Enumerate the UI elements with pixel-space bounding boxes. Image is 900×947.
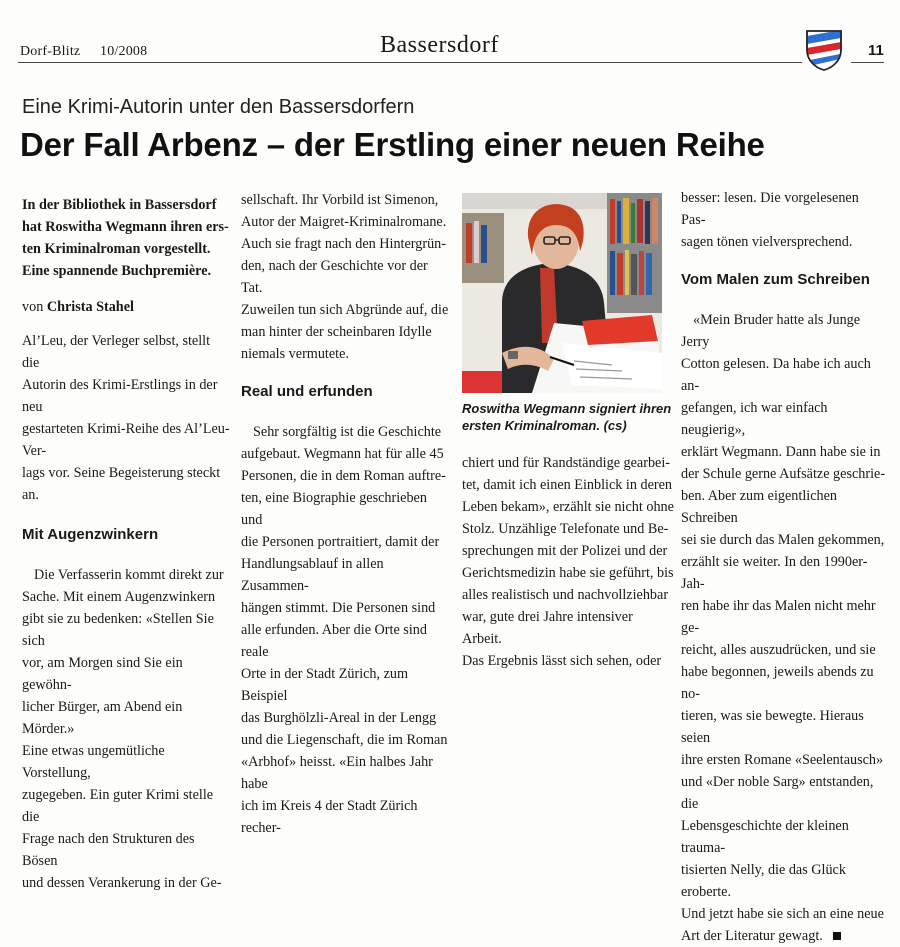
section-title: Bassersdorf bbox=[380, 32, 499, 58]
body-paragraph bbox=[22, 564, 230, 894]
text-line: ten, eine Biographie geschrieben und bbox=[241, 490, 427, 528]
text-line: tet, damit ich einen Einblick in deren bbox=[462, 477, 672, 493]
text-line: gestarteten Krimi-Reihe des Al’Leu-Ver- bbox=[22, 421, 230, 459]
text-line: Handlungsablauf in allen Zusammen- bbox=[241, 556, 384, 594]
text-line: alles realistisch und nachvollziehbar bbox=[462, 587, 669, 603]
text-line: besser: lesen. Die vorgelesenen Pas- bbox=[681, 190, 859, 228]
article-headline: Der Fall Arbenz – der Erstling einer neuen Reihe bbox=[20, 126, 765, 163]
text-line: ihre ersten Romane «Seelentausch» bbox=[681, 752, 884, 768]
caption-line: ersten Kriminalroman. (cs) bbox=[462, 418, 627, 433]
text-line: war, gute drei Jahre intensiver Arbeit. bbox=[462, 609, 633, 647]
body-paragraph bbox=[241, 421, 451, 839]
body-paragraph bbox=[681, 187, 886, 253]
text-line: Gerichtsmedizin habe sie geführt, bis bbox=[462, 565, 674, 581]
text-line: Auch sie fragt nach den Hintergrün- bbox=[241, 236, 446, 252]
text-line: tisierten Nelly, die das Glück eroberte. bbox=[681, 862, 846, 900]
text-line: alle erfunden. Aber die Orte sind reale bbox=[241, 622, 427, 660]
text-line: ich im Kreis 4 der Stadt Zürich recher- bbox=[241, 798, 418, 836]
text-line: aufgebaut. Wegmann hat für alle 45 bbox=[241, 446, 444, 462]
text-line: Die Verfasserin kommt direkt zur bbox=[34, 567, 224, 583]
text-line: licher Bürger, am Abend ein Mörder.» bbox=[22, 699, 183, 737]
end-of-article-mark bbox=[833, 932, 841, 940]
text-line: «Arbhof» heisst. «Ein halbes Jahr habe bbox=[241, 754, 433, 792]
body-paragraph bbox=[241, 189, 451, 365]
text-line: «Mein Bruder hatte als Junge Jerry bbox=[681, 312, 861, 350]
text-line: chiert und für Randständige gearbei- bbox=[462, 455, 671, 471]
text-line: und «Der noble Sarg» entstanden, die bbox=[681, 774, 874, 812]
lead-line: hat Roswitha Wegmann ihren ers- bbox=[22, 219, 229, 235]
lead-line: Eine spannende Buchpremière. bbox=[22, 263, 212, 279]
text-line: Stolz. Unzählige Telefonate und Be- bbox=[462, 521, 669, 537]
text-line: zugegeben. Ein guter Krimi stelle die bbox=[22, 787, 214, 825]
article-photo bbox=[462, 193, 662, 393]
text-line: das Burghölzli-Areal in der Lengg bbox=[241, 710, 437, 726]
text-line: Cotton gelesen. Da habe ich auch an- bbox=[681, 356, 871, 394]
text-line: Leben bekam», erzählt sie nicht ohne bbox=[462, 499, 674, 515]
text-line: hängen stimmt. Die Personen sind bbox=[241, 600, 436, 616]
subhead-real-und-erfunden: Real und erfunden bbox=[241, 383, 373, 400]
text-line: lags vor. Seine Begeisterung steckt an. bbox=[22, 465, 221, 503]
column-1 bbox=[22, 194, 230, 894]
header-rule bbox=[18, 62, 802, 63]
text-line: erklärt Wegmann. Dann habe sie in bbox=[681, 444, 881, 460]
text-line: Autor der Maigret-Kriminalromane. bbox=[241, 214, 447, 230]
lead-line: In der Bibliothek in Bassersdorf bbox=[22, 197, 217, 213]
text-line: niemals vermutete. bbox=[241, 346, 349, 362]
text-line: sei sie durch das Malen gekommen, bbox=[681, 532, 885, 548]
text-line: reicht, alles auszudrücken, und sie bbox=[681, 642, 876, 658]
text-line: Lebensgeschichte der kleinen trauma- bbox=[681, 818, 849, 856]
text-line: tieren, was sie bewegte. Hieraus seien bbox=[681, 708, 864, 746]
intro-paragraph bbox=[22, 330, 230, 506]
text-line: Zuweilen tun sich Abgründe auf, die bbox=[241, 302, 449, 318]
text-line: und die Liegenschaft, die im Roman bbox=[241, 732, 448, 748]
text-line: Personen, die in dem Roman auftre- bbox=[241, 468, 446, 484]
page-number: 11 bbox=[868, 42, 884, 59]
body-paragraph bbox=[681, 309, 886, 947]
text-line: Eine etwas ungemütliche Vorstellung, bbox=[22, 743, 165, 781]
column-4 bbox=[681, 187, 886, 947]
caption-line: Roswitha Wegmann signiert ihren bbox=[462, 401, 672, 416]
text-line: Orte in der Stadt Zürich, zum Beispiel bbox=[241, 666, 409, 704]
header-rule-right bbox=[851, 62, 884, 63]
text-line: erzählt sie weiter. In den 1990er-Jah- bbox=[681, 554, 868, 592]
text-line: Al’Leu, der Verleger selbst, stellt die bbox=[22, 333, 211, 371]
byline bbox=[22, 296, 230, 318]
page-header bbox=[18, 32, 884, 66]
text-line: der Schule gerne Aufsätze geschrie- bbox=[681, 466, 886, 482]
byline-author: Christa Stahel bbox=[46, 299, 134, 315]
text-line: gibt sie zu bedenken: «Stellen Sie sich bbox=[22, 611, 214, 649]
text-line: den, nach der Geschichte vor der Tat. bbox=[241, 258, 428, 296]
text-line: sellschaft. Ihr Vorbild ist Simenon, bbox=[241, 192, 439, 208]
subhead-vom-malen-zum-schreiben: Vom Malen zum Schreiben bbox=[681, 271, 870, 288]
body-paragraph bbox=[462, 452, 674, 672]
publication-info bbox=[20, 44, 163, 60]
column-3 bbox=[462, 452, 674, 672]
text-line: Sache. Mit einem Augenzwinkern bbox=[22, 589, 216, 605]
text-line: sprechungen mit der Polizei und der bbox=[462, 543, 668, 559]
column-2 bbox=[241, 189, 451, 839]
text-line: man hinter der scheinbaren Idylle bbox=[241, 324, 432, 340]
text-line: habe begonnen, jeweils abends zu no- bbox=[681, 664, 874, 702]
text-line: sagen tönen vielversprechend. bbox=[681, 234, 853, 250]
issue-number: 10/2008 bbox=[100, 44, 148, 59]
article-kicker: Eine Krimi-Autorin unter den Bassersdorfern bbox=[22, 96, 415, 118]
text-line: vor, am Morgen sind Sie ein gewöhn- bbox=[22, 655, 183, 693]
text-line: ben. Aber zum eigentlichen Schreiben bbox=[681, 488, 838, 526]
subhead-mit-augenzwinkern: Mit Augenzwinkern bbox=[22, 526, 159, 543]
text-line: Und jetzt habe sie sich an eine neue bbox=[681, 906, 884, 922]
author-signing-photo bbox=[462, 193, 662, 393]
text-line: ren habe ihr das Malen nicht mehr ge- bbox=[681, 598, 876, 636]
lead-line: ten Kriminalroman vorgestellt. bbox=[22, 241, 211, 257]
text-line: Sehr sorgfältig ist die Geschichte bbox=[253, 424, 442, 440]
text-line: die Personen portraitiert, damit der bbox=[241, 534, 440, 550]
text-line: Art der Literatur gewagt. bbox=[681, 928, 823, 944]
text-line: gefangen, ich war einfach neugierig», bbox=[681, 400, 828, 438]
coat-of-arms-icon bbox=[804, 28, 844, 72]
text-line: Autorin des Krimi-Erstlings in der neu bbox=[22, 377, 218, 415]
text-line: Frage nach den Strukturen des Bösen bbox=[22, 831, 195, 869]
photo-caption bbox=[462, 400, 672, 434]
byline-prefix: von bbox=[22, 299, 44, 315]
publication-name: Dorf-Blitz bbox=[20, 44, 81, 59]
text-line: Das Ergebnis lässt sich sehen, oder bbox=[462, 653, 662, 669]
text-line: und dessen Verankerung in der Ge- bbox=[22, 875, 222, 891]
